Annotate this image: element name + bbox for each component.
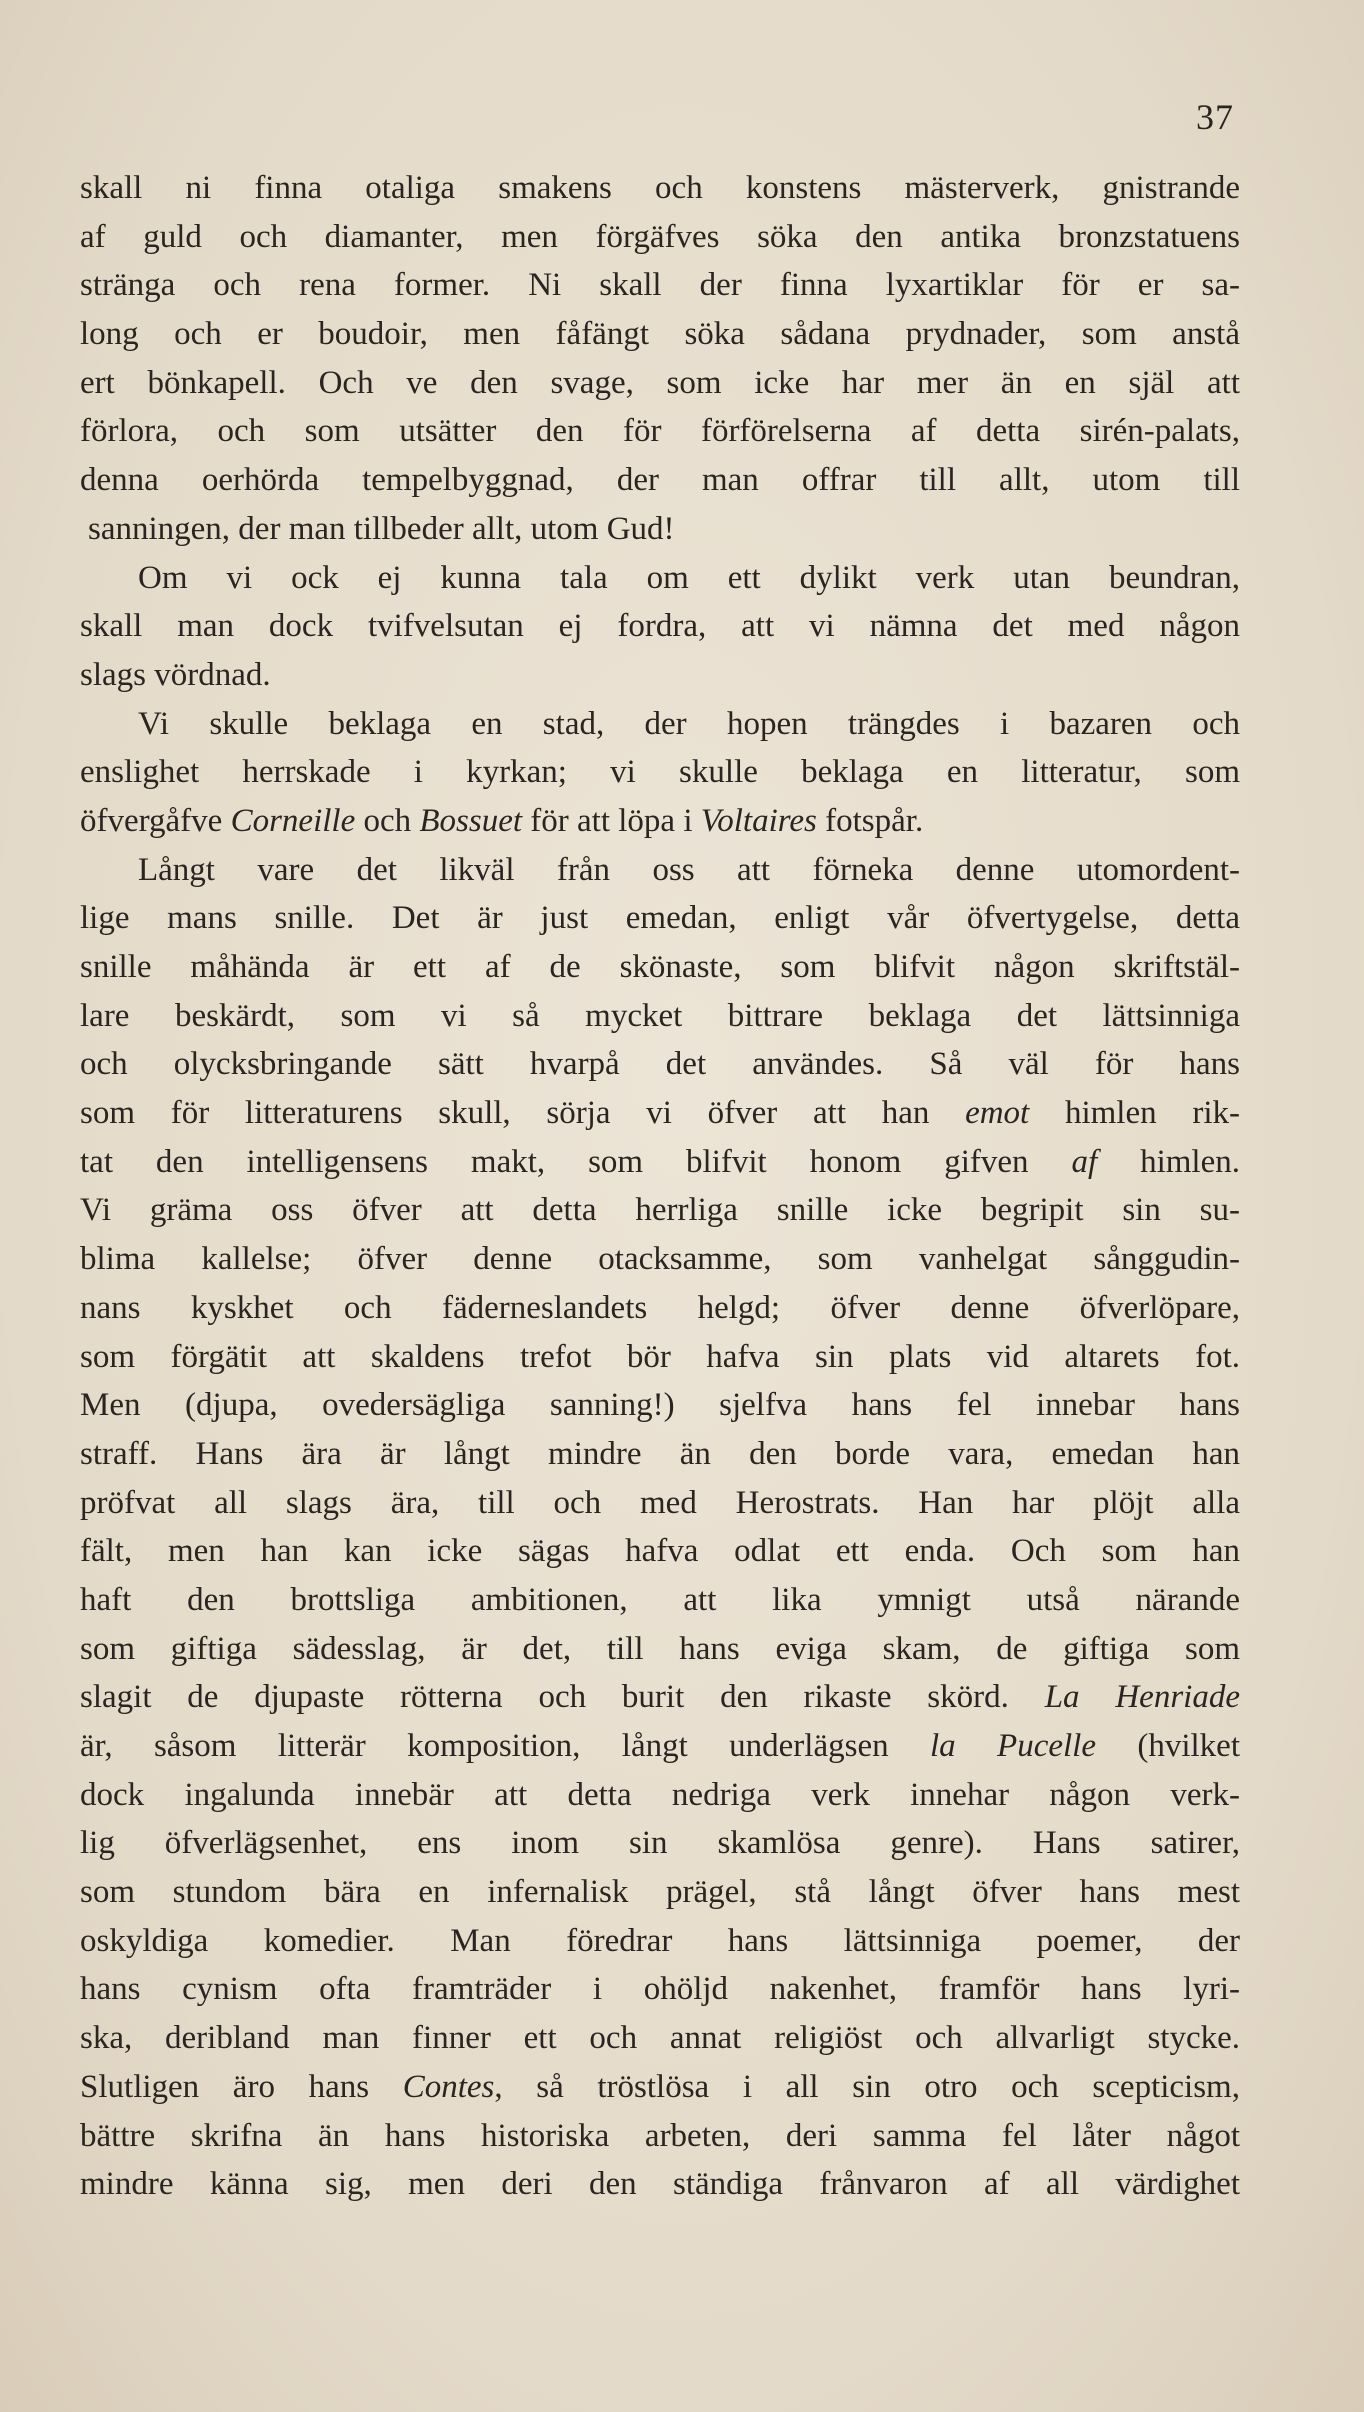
text-segment: fotspår.: [816, 802, 924, 839]
text-line: [80, 505, 1240, 554]
text-line: [80, 2160, 1240, 2209]
text-segment: förlora, och som utsätter den för förförelserna af detta sirén-palats,: [80, 413, 1240, 450]
text-segment: mindre känna sig, men deri den ständiga frånvaron af all värdighet: [80, 2166, 1240, 2203]
text-line: [80, 456, 1240, 505]
text-line: [80, 310, 1240, 359]
italic-text: emot: [965, 1095, 1030, 1132]
text-line: [80, 1527, 1240, 1576]
text-segment: long och er boudoir, men fåfängt söka sådana prydnader, som anstå: [80, 316, 1240, 353]
text-segment: lig öfverlägsenhet, ens inom sin skamlösa genre). Hans satirer,: [80, 1825, 1240, 1862]
text-segment: snille måhända är ett af de skönaste, som blifvit någon skriftstäl-: [80, 949, 1240, 985]
text-line: [80, 1381, 1240, 1430]
text-segment: är, såsom litterär komposition, långt underlägsen: [80, 1728, 930, 1764]
text-segment: tat den intelligensens makt, som blifvit honom gifven: [80, 1143, 1072, 1180]
text-line: [80, 2014, 1240, 2063]
text-line: [80, 1040, 1240, 1089]
text-segment: och: [355, 802, 420, 839]
italic-text: la Pucelle: [929, 1728, 1096, 1764]
text-line: [80, 554, 1240, 603]
text-line: [80, 1333, 1240, 1382]
text-line: [80, 1625, 1240, 1674]
text-line: [80, 1673, 1240, 1722]
text-segment: Vi skulle beklaga en stad, der hopen trängdes i bazaren och: [138, 705, 1240, 742]
text-line: [80, 1868, 1240, 1917]
text-segment: som stundom bära en infernalisk prägel, stå långt öfver hans mest: [80, 1874, 1240, 1911]
text-segment: Om vi ock ej kunna tala om ett dylikt verk utan beundran,: [138, 559, 1240, 596]
text-segment: som giftiga sädesslag, är det, till hans eviga skam, de giftiga som: [80, 1630, 1240, 1667]
text-line: [80, 1576, 1240, 1625]
text-line: [80, 700, 1240, 749]
italic-text: La Henriade: [1044, 1679, 1240, 1716]
text-segment: (hvilket: [1095, 1728, 1240, 1764]
italic-text: af: [1071, 1143, 1098, 1180]
text-segment: som förgätit att skaldens trefot bör hafva sin plats vid altarets fot.: [80, 1338, 1240, 1375]
text-segment: för att löpa i: [522, 802, 701, 839]
text-line: [80, 1917, 1240, 1966]
text-line: [80, 1284, 1240, 1333]
text-line: [80, 1235, 1240, 1284]
text-line: [80, 213, 1240, 262]
text-line: [80, 846, 1240, 895]
text-segment: ska, deribland man finner ett och annat religiöst och allvarligt stycke.: [80, 2020, 1240, 2057]
text-line: [80, 1186, 1240, 1235]
text-segment: öfvergåfve: [80, 802, 231, 839]
text-segment: pröfvat all slags ära, till och med Herostrats. Han har plöjt alla: [80, 1484, 1240, 1521]
text-segment: slagit de djupaste rötterna och burit den rikaste skörd.: [80, 1679, 1045, 1716]
text-segment: himlen rik-: [1029, 1095, 1240, 1132]
italic-text: Corneille: [230, 802, 356, 839]
text-segment: sanningen, der man tillbeder allt, utom Gud!: [88, 510, 675, 547]
text-segment: som för litteraturens skull, sörja vi öfver att han: [80, 1095, 966, 1132]
text-line: [80, 407, 1240, 456]
text-line: [80, 359, 1240, 408]
text-segment: ert bönkapell. Och ve den svage, som icke har mer än en själ att: [80, 364, 1240, 401]
text-segment: bättre skrifna än hans historiska arbeten, deri samma fel låter något: [80, 2117, 1240, 2154]
text-line: [80, 2112, 1240, 2161]
page-number: 37: [1196, 97, 1234, 137]
text-segment: slags vördnad.: [80, 656, 271, 693]
text-line: [80, 894, 1240, 943]
text-segment: Slutligen äro hans: [80, 2068, 403, 2105]
text-segment: denna oerhörda tempelbyggnad, der man offrar till allt, utom till: [80, 462, 1240, 499]
text-line: [80, 1819, 1240, 1868]
text-line: [80, 602, 1240, 651]
text-segment: skall man dock tvifvelsutan ej fordra, att vi nämna det med någon: [80, 608, 1240, 645]
text-segment: enslighet herrskade i kyrkan; vi skulle beklaga en litteratur, som: [80, 754, 1240, 791]
text-segment: lare beskärdt, som vi så mycket bittrare beklaga det lättsinniga: [80, 997, 1240, 1034]
text-line: [80, 748, 1240, 797]
text-line: [80, 797, 1240, 846]
text-line: [80, 164, 1240, 213]
text-segment: himlen.: [1097, 1143, 1240, 1180]
text-line: [80, 1479, 1240, 1528]
italic-text: Bossuet: [419, 802, 523, 839]
text-segment: Men (djupa, ovedersägliga sanning!) sjelfva hans fel innebar hans: [80, 1387, 1240, 1424]
text-segment: Vi gräma oss öfver att detta herrliga snille icke begripit sin su-: [80, 1192, 1240, 1229]
text-line: [80, 651, 1240, 700]
text-segment: haft den brottsliga ambitionen, att lika ymnigt utså närande: [80, 1581, 1240, 1618]
text-segment: nans kyskhet och fäderneslandets helgd; öfver denne öfverlöpare,: [80, 1289, 1240, 1326]
text-segment: fält, men han kan icke sägas hafva odlat ett enda. Och som han: [80, 1533, 1240, 1570]
text-line: [80, 943, 1240, 992]
italic-text: Contes: [402, 2068, 495, 2105]
text-line: [80, 1089, 1240, 1138]
text-line: [80, 1138, 1240, 1187]
text-segment: och olycksbringande sätt hvarpå det användes. Så väl för hans: [80, 1046, 1240, 1083]
text-line: [80, 1771, 1240, 1820]
italic-text: Voltaires: [700, 802, 817, 839]
text-segment: af guld och diamanter, men förgäfves söka den antika bronzstatuens: [80, 218, 1240, 255]
text-segment: hans cynism ofta framträder i ohöljd nakenhet, framför hans lyri-: [80, 1971, 1240, 2008]
text-segment: , så tröstlösa i all sin otro och scepticism,: [494, 2068, 1240, 2105]
text-line: [80, 1965, 1240, 2014]
text-segment: Långt vare det likväl från oss att förneka denne utomordent-: [138, 851, 1240, 888]
text-line: [80, 1722, 1240, 1771]
text-segment: oskyldiga komedier. Man föredrar hans lättsinniga poemer, der: [80, 1922, 1240, 1959]
body-text: [80, 164, 1240, 2209]
text-line: [80, 1430, 1240, 1479]
text-segment: skall ni finna otaliga smakens och konstens mästerverk, gnistrande: [80, 170, 1240, 206]
text-segment: stränga och rena former. Ni skall der finna lyxartiklar för er sa-: [80, 267, 1240, 304]
text-line: [80, 992, 1240, 1041]
text-segment: blima kallelse; öfver denne otacksamme, som vanhelgat sånggudin-: [80, 1241, 1240, 1278]
text-segment: lige mans snille. Det är just emedan, enligt vår öfvertygelse, detta: [80, 900, 1240, 937]
text-line: [80, 2063, 1240, 2112]
text-line: [80, 261, 1240, 310]
text-segment: straff. Hans ära är långt mindre än den borde vara, emedan han: [80, 1435, 1240, 1472]
text-segment: dock ingalunda innebär att detta nedriga verk innehar någon verk-: [80, 1776, 1240, 1813]
